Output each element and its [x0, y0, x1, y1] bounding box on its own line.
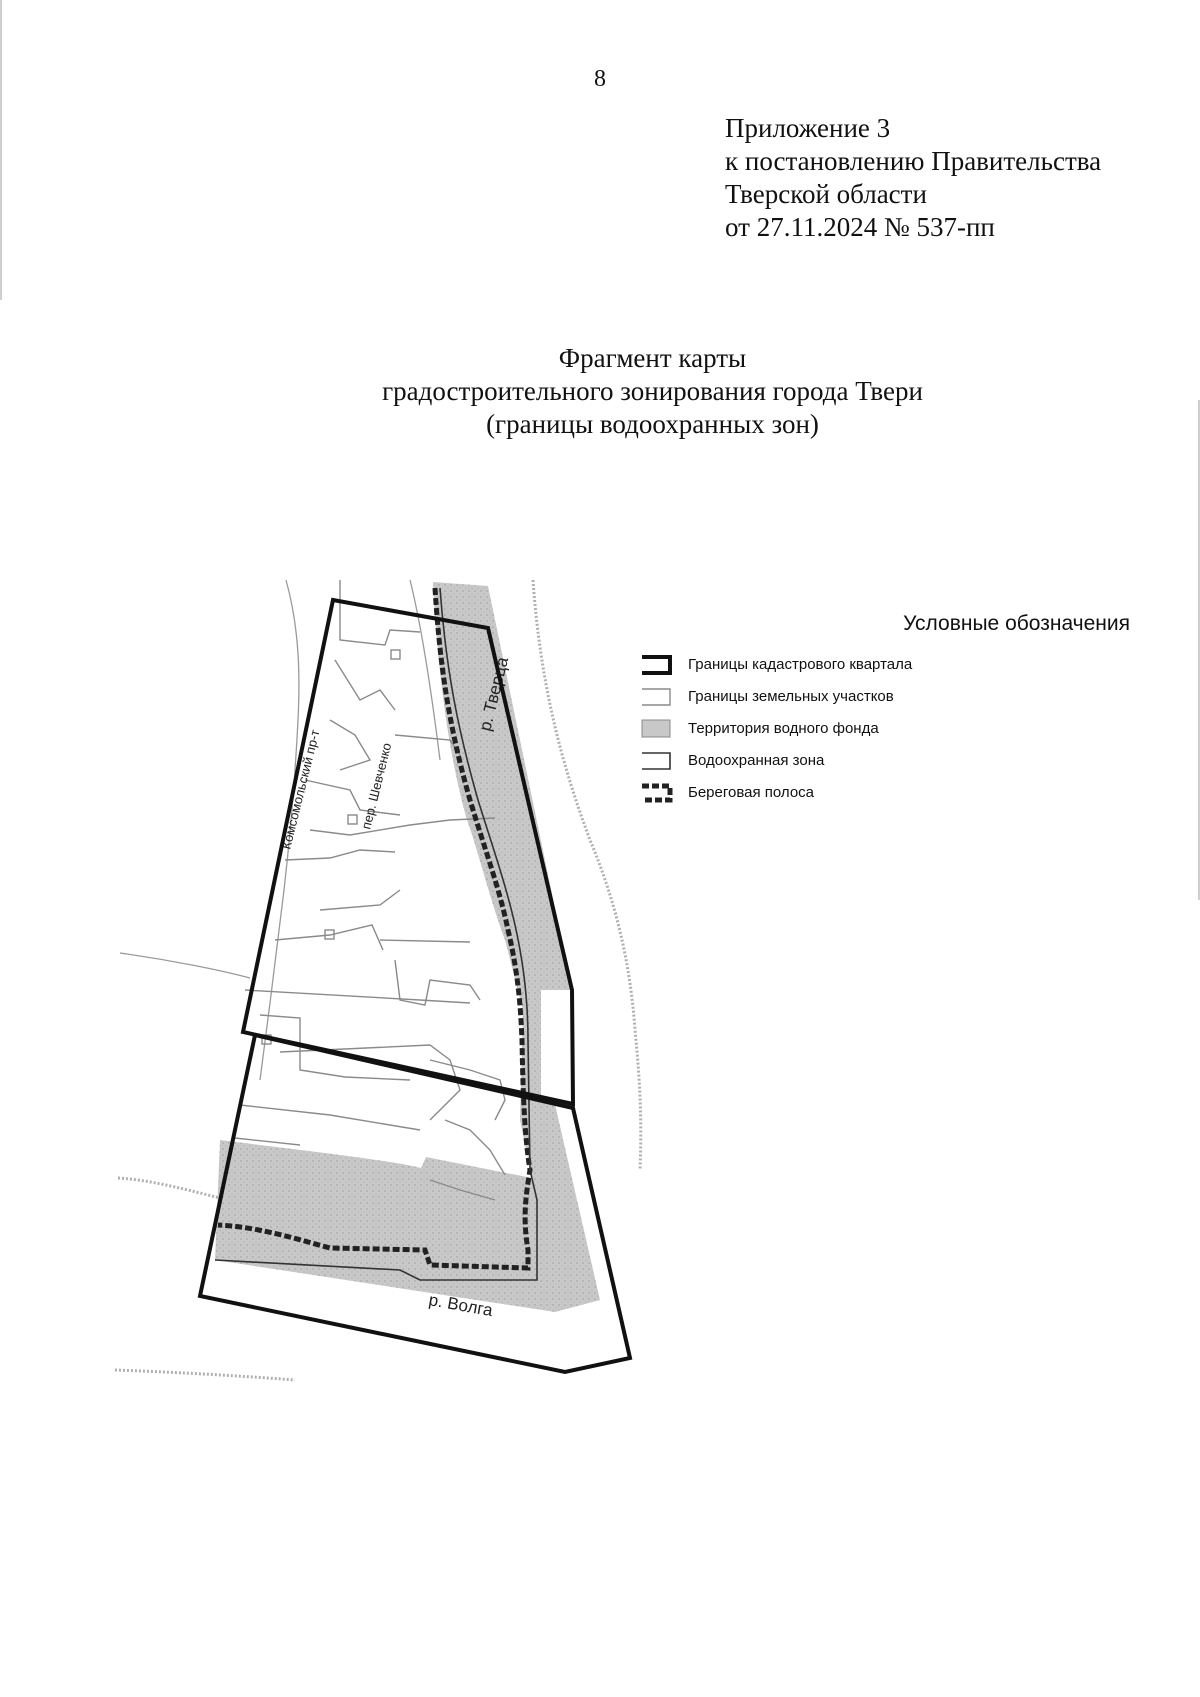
legend-title: Условные обозначения: [903, 612, 1130, 635]
shore-strip-icon: [640, 780, 674, 804]
title-line-2: градостроительного зонирования города Твери: [382, 376, 923, 406]
street-labels: [278, 728, 394, 851]
land-plot-boundary-icon: [640, 684, 674, 708]
water-fund-areas: [215, 582, 600, 1312]
appendix-line-3: Тверской области: [725, 179, 927, 209]
label-river-volga: р. Волга: [427, 1290, 495, 1321]
water-protection-zone-icon: [640, 748, 674, 772]
legend-label-water-protection: Водоохранная зона: [688, 751, 825, 769]
appendix-line-4: от 27.11.2024 № 537-пп: [725, 212, 995, 242]
title-line-1: Фрагмент карты: [558, 343, 747, 373]
cadastral-quarter-boundary-icon: [640, 652, 674, 676]
legend-label-water-fund: Территория водного фонда: [688, 719, 879, 737]
legend-label-land-plots: Границы земельных участков: [688, 687, 894, 705]
river-tvertsa-area: [215, 582, 600, 1312]
legend-item-land-plots: [640, 680, 1130, 712]
label-shevchenko: пер. Шевченко: [358, 741, 395, 831]
legend-item-water-fund: [640, 712, 1130, 744]
document-title: [0, 342, 1200, 441]
page-number: 8: [594, 66, 606, 92]
water-fund-territory-icon: [640, 716, 674, 740]
appendix-line-1: Приложение 3: [725, 113, 891, 143]
legend-item-water-protection: [640, 744, 1130, 776]
label-river-tvertsa: р. Тверца: [475, 655, 513, 733]
legend-label-shore-strip: Береговая полоса: [688, 783, 815, 801]
legend-item-cadastral: [640, 648, 1130, 680]
label-komsomolsky: Комсомольский пр-т: [278, 728, 323, 851]
title-line-3: (границы водоохранных зон): [486, 409, 819, 439]
appendix-line-2: к постановлению Правительства: [725, 146, 1102, 176]
legend-item-shore-strip: [640, 776, 1130, 808]
legend-label-cadastral: Границы кадастрового квартала: [688, 655, 913, 673]
scan-edge-left: [0, 0, 2, 300]
street-lines: [120, 580, 440, 1080]
appendix-block: [725, 112, 1101, 244]
map-legend: [640, 612, 1130, 808]
